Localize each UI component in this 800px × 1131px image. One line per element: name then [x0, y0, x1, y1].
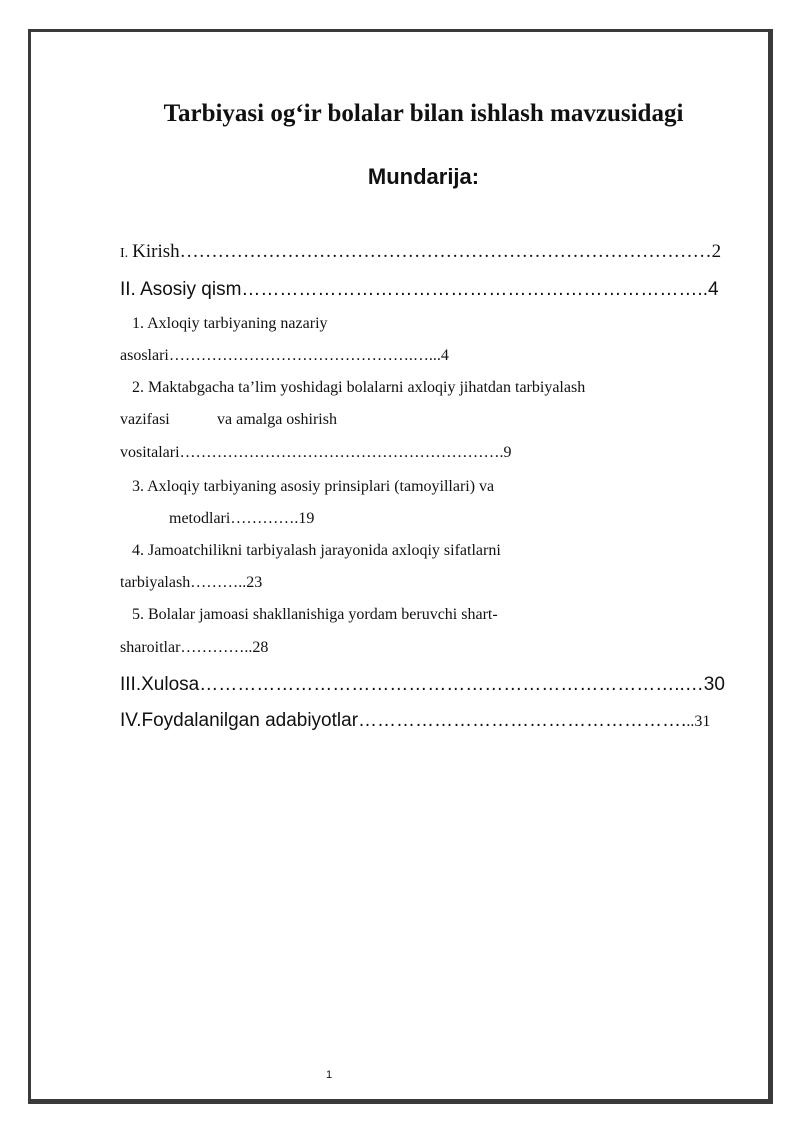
- toc-subentry-1-line2: asoslari……………………………………….…...4: [120, 347, 449, 364]
- toc-subentry-4-line1: 4. Jamoatchilikni tarbiyalash jarayonida axloqiy sifatlarni: [132, 542, 501, 559]
- toc-subentry-2-line1: 2. Maktabgacha ta’lim yoshidagi bolalarni axloqiy jihatdan tarbiyalash: [132, 379, 586, 396]
- toc-subentry-5-line2: sharoitlar…………..28: [120, 639, 269, 656]
- toc-subentry-3-line2: metodlari………….19: [169, 510, 315, 527]
- toc-entry-label: IV.Foydalanilgan adabiyotlar…………………………………………….: [120, 710, 687, 731]
- toc-entry-number: I.: [120, 246, 129, 261]
- page-border: [28, 29, 773, 1104]
- toc-subentry-3-line1: 3. Axloqiy tarbiyaning asosiy prinsiplari (tamoyillari) va: [132, 478, 495, 495]
- toc-subentry-1-line1: 1. Axloqiy tarbiyaning nazariy: [132, 315, 328, 332]
- toc-heading: Mundarija:: [367, 164, 480, 189]
- page-number: 1: [326, 1069, 333, 1081]
- toc-entry-kirish: [120, 242, 721, 261]
- toc-entry-xulosa: III.Xulosa…………………………………………………………………..…30: [120, 674, 725, 695]
- toc-entry-page: ..31: [686, 713, 711, 730]
- toc-subentry-2-line3: vositalari…………………………………………………….9: [120, 444, 512, 461]
- toc-subentry-5-line1: 5. Bolalar jamoasi shakllanishiga yordam beruvchi shart-: [132, 606, 498, 623]
- toc-entry-label: Kirish…………………………………………………………………………2: [132, 241, 722, 262]
- toc-subentry-2-line2a: vazifasi: [120, 411, 170, 428]
- toc-entry-asosiy-qism: II. Asosiy qism………………………………………………………………..4: [120, 279, 719, 300]
- toc-subentry-2-line2b: va amalga oshirish: [217, 411, 337, 428]
- toc-entry-adabiyotlar: [120, 711, 710, 730]
- document-title: Tarbiyasi og‘ir bolalar bilan ishlash mavzusidagi: [163, 100, 684, 127]
- toc-subentry-4-line2: tarbiyalash………..23: [120, 574, 263, 591]
